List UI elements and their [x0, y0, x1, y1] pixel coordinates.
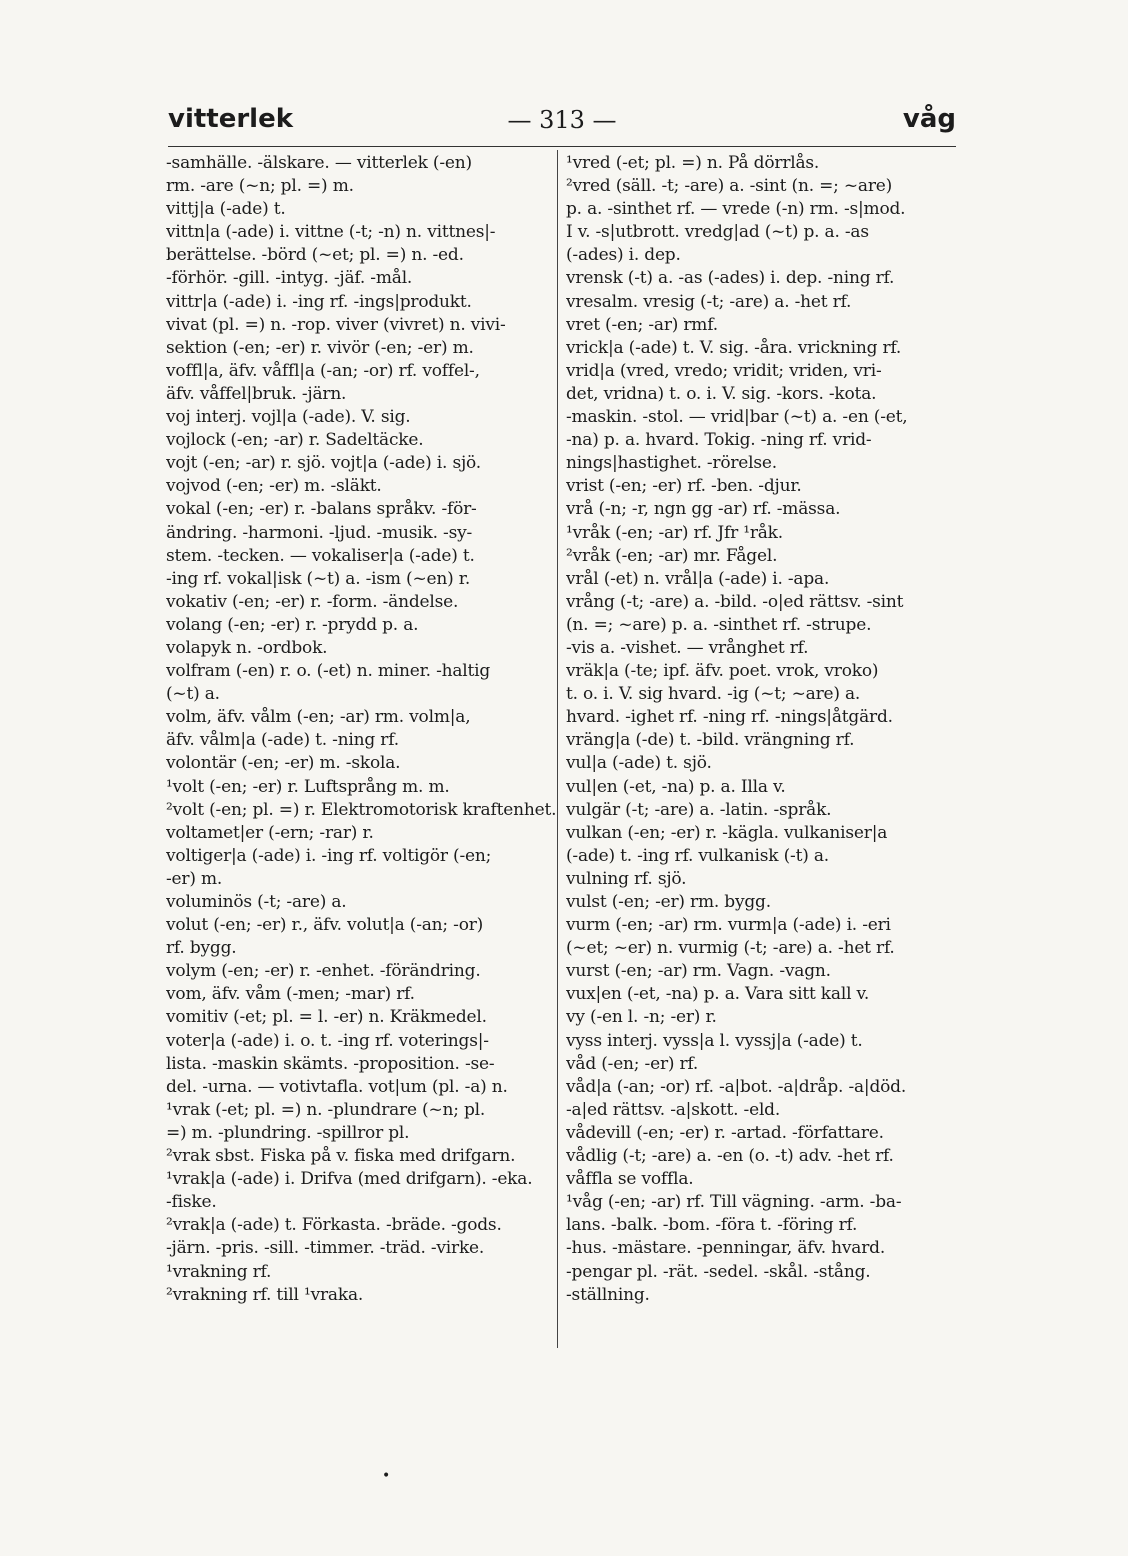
dictionary-line: volfram (-en) r. o. (-et) n. miner. -haltig: [166, 661, 491, 682]
dictionary-line: rm. -are (~n; pl. =) m.: [166, 176, 354, 197]
dictionary-line: vyss interj. vyss|a l. vyssj|a (-ade) t.: [566, 1030, 863, 1051]
dictionary-line: vulning rf. sjö.: [566, 868, 687, 889]
dictionary-line: -na) p. a. hvard. Tokig. -ning rf. vrid-: [566, 430, 872, 451]
dictionary-line: vrick|a (-ade) t. V. sig. -åra. vrickning rf.: [566, 337, 902, 358]
dictionary-line: vom, äfv. våm (-men; -mar) rf.: [166, 984, 415, 1005]
dictionary-line: ²vred (säll. -t; -are) a. -sint (n. =; ~are): [566, 176, 893, 197]
dictionary-line: ¹vrak|a (-ade) i. Drifva (med drifgarn). -eka.: [166, 1169, 533, 1190]
dictionary-line: volut (-en; -er) r., äfv. volut|a (-an; -or): [166, 915, 484, 936]
dictionary-line: -ing rf. vokal|isk (~t) a. -ism (~en) r.: [166, 568, 471, 589]
dictionary-line: vräng|a (-de) t. -bild. vrängning rf.: [566, 730, 855, 751]
dictionary-line: vräk|a (-te; ipf. äfv. poet. vrok, vroko): [566, 661, 879, 682]
dictionary-line: berättelse. -börd (~et; pl. =) n. -ed.: [166, 245, 464, 266]
dictionary-line: voffl|a, äfv. våffl|a (-an; -or) rf. voffel-,: [166, 360, 480, 381]
dictionary-line: vådevill (-en; -er) r. -artad. -författare.: [566, 1122, 884, 1143]
left-column: [166, 152, 556, 1307]
dictionary-line: voltamet|er (-ern; -rar) r.: [166, 822, 374, 843]
dictionary-line: volontär (-en; -er) m. -skola.: [166, 753, 401, 774]
dictionary-line: vul|a (-ade) t. sjö.: [566, 753, 712, 774]
dictionary-line: -a|ed rättsv. -a|skott. -eld.: [566, 1099, 781, 1120]
dictionary-line: -samhälle. -älskare. — vitterlek (-en): [166, 153, 472, 173]
dictionary-line: (~et; ~er) n. vurmig (-t; -are) a. -het rf.: [566, 938, 895, 959]
dictionary-line: vret (-en; -ar) rmf.: [566, 314, 718, 335]
dictionary-line: vrist (-en; -er) rf. -ben. -djur.: [566, 476, 802, 497]
dictionary-line: vrång (-t; -are) a. -bild. -o|ed rättsv. -sint: [566, 591, 904, 612]
dictionary-line: vojvod (-en; -er) m. -släkt.: [166, 476, 382, 497]
dictionary-line: ²vrakning rf. till ¹vraka.: [166, 1284, 364, 1305]
dictionary-line: ²volt (-en; pl. =) r. Elektromotorisk kraftenhet.: [166, 799, 556, 820]
dictionary-line: voter|a (-ade) i. o. t. -ing rf. voterings|-: [166, 1030, 489, 1051]
dictionary-line: -fiske.: [166, 1192, 217, 1213]
dictionary-line: ¹volt (-en; -er) r. Luftsprång m. m.: [166, 776, 450, 797]
dictionary-line: -pengar pl. -rät. -sedel. -skål. -stång.: [566, 1261, 871, 1282]
dictionary-line: -er) m.: [166, 868, 223, 889]
dictionary-line: vulkan (-en; -er) r. -kägla. vulkaniser|a: [566, 822, 888, 843]
dictionary-line: vittr|a (-ade) i. -ing rf. -ings|produkt.: [166, 291, 472, 312]
dictionary-line: (n. =; ~are) p. a. -sinthet rf. -strupe.: [566, 614, 872, 635]
dictionary-line: vomitiv (-et; pl. = l. -er) n. Kräkmedel.: [166, 1007, 487, 1028]
dictionary-line: -hus. -mästare. -penningar, äfv. hvard.: [566, 1238, 886, 1259]
dictionary-line: -förhör. -gill. -intyg. -jäf. -mål.: [166, 268, 413, 289]
dictionary-line: volm, äfv. vålm (-en; -ar) rm. volm|a,: [166, 707, 471, 728]
dictionary-line: vulst (-en; -er) rm. bygg.: [566, 892, 771, 912]
header-right-guideword: våg: [902, 104, 956, 134]
dictionary-line: -järn. -pris. -sill. -timmer. -träd. -virke.: [166, 1238, 485, 1259]
dictionary-line: ¹vråk (-en; -ar) rf. Jfr ¹råk.: [566, 522, 783, 543]
dictionary-line: ändring. -harmoni. -ljud. -musik. -sy-: [166, 522, 473, 543]
dictionary-line: vurm (-en; -ar) rm. vurm|a (-ade) i. -eri: [566, 915, 891, 936]
dictionary-line: det, vridna) t. o. i. V. sig. -kors. -kota.: [566, 383, 877, 404]
dictionary-line: lista. -maskin skämts. -proposition. -se-: [166, 1053, 495, 1074]
dictionary-line: vul|en (-et, -na) p. a. Illa v.: [566, 776, 786, 797]
dictionary-line: (-ade) t. -ing rf. vulkanisk (-t) a.: [566, 845, 829, 866]
dictionary-line: -maskin. -stol. — vrid|bar (~t) a. -en (-et,: [566, 407, 908, 428]
dictionary-line: vittn|a (-ade) i. vittne (-t; -n) n. vittnes|-: [166, 222, 496, 243]
dictionary-line: vurst (-en; -ar) rm. Vagn. -vagn.: [566, 961, 831, 982]
dictionary-line: t. o. i. V. sig hvard. -ig (~t; ~are) a.: [566, 684, 861, 705]
dictionary-line: vokativ (-en; -er) r. -form. -ändelse.: [166, 591, 459, 612]
dictionary-line: vux|en (-et, -na) p. a. Vara sitt kall v.: [566, 984, 870, 1005]
dictionary-line: volapyk n. -ordbok.: [166, 637, 328, 658]
dictionary-line: voluminös (-t; -are) a.: [166, 892, 347, 912]
dictionary-line: vådlig (-t; -are) a. -en (o. -t) adv. -het rf.: [566, 1146, 894, 1167]
dictionary-line: vrål (-et) n. vrål|a (-ade) i. -apa.: [566, 568, 830, 589]
dictionary-line: voltiger|a (-ade) i. -ing rf. voltigör (-en;: [166, 845, 492, 866]
dictionary-line: volym (-en; -er) r. -enhet. -förändring.: [166, 961, 481, 982]
header-left-guideword: vitterlek: [168, 104, 294, 134]
header-rule: [168, 146, 956, 147]
dictionary-line: -ställning.: [566, 1284, 650, 1305]
dictionary-line: p. a. -sinthet rf. — vrede (-n) rm. -s|mod.: [566, 199, 906, 220]
dictionary-line: ¹vrakning rf.: [166, 1261, 272, 1282]
dictionary-line: ²vråk (-en; -ar) mr. Fågel.: [566, 545, 778, 566]
dictionary-line: äfv. vålm|a (-ade) t. -ning rf.: [166, 730, 399, 751]
dictionary-line: våd|a (-an; -or) rf. -a|bot. -a|dråp. -a|död.: [566, 1076, 907, 1097]
page-number: — 313 —: [507, 106, 617, 134]
dictionary-line: äfv. våffel|bruk. -järn.: [166, 383, 347, 404]
dictionary-line: nings|hastighet. -rörelse.: [566, 453, 777, 474]
footer-mark: •: [382, 1468, 391, 1484]
page-header: [168, 104, 956, 144]
dictionary-line: vivat (pl. =) n. -rop. viver (vivret) n. vivi-: [166, 314, 506, 335]
dictionary-line: våffla se voffla.: [566, 1169, 694, 1190]
dictionary-line: våd (-en; -er) rf.: [566, 1053, 699, 1074]
column-divider: [557, 150, 558, 1348]
dictionary-line: vrå (-n; -r, ngn gg -ar) rf. -mässa.: [566, 499, 841, 520]
dictionary-line: ¹våg (-en; -ar) rf. Till vägning. -arm. -ba-: [566, 1192, 902, 1213]
dictionary-line: (~t) a.: [166, 684, 220, 705]
dictionary-line: vy (-en l. -n; -er) r.: [566, 1007, 717, 1028]
dictionary-line: I v. -s|utbrott. vredg|ad (~t) p. a. -as: [566, 222, 869, 243]
dictionary-line: del. -urna. — votivtafla. vot|um (pl. -a) n.: [166, 1076, 508, 1097]
dictionary-line: voj interj. vojl|a (-ade). V. sig.: [166, 407, 411, 428]
dictionary-line: (-ades) i. dep.: [566, 245, 681, 266]
dictionary-line: ¹vrak (-et; pl. =) n. -plundrare (~n; pl.: [166, 1099, 486, 1120]
dictionary-line: =) m. -plundring. -spillror pl.: [166, 1122, 410, 1143]
dictionary-line: stem. -tecken. — vokaliser|a (-ade) t.: [166, 545, 475, 566]
dictionary-line: vrid|a (vred, vredo; vridit; vriden, vri-: [566, 360, 882, 381]
dictionary-line: hvard. -ighet rf. -ning rf. -nings|åtgärd.: [566, 707, 893, 728]
dictionary-line: vresalm. vresig (-t; -are) a. -het rf.: [566, 291, 852, 312]
dictionary-line: ²vrak|a (-ade) t. Förkasta. -bräde. -gods.: [166, 1215, 502, 1236]
dictionary-line: vojlock (-en; -ar) r. Sadeltäcke.: [166, 430, 424, 451]
dictionary-line: vokal (-en; -er) r. -balans språkv. -för-: [166, 499, 477, 520]
dictionary-line: lans. -balk. -bom. -föra t. -föring rf.: [566, 1215, 858, 1236]
dictionary-line: vojt (-en; -ar) r. sjö. vojt|a (-ade) i. sjö.: [166, 453, 481, 474]
dictionary-line: ²vrak sbst. Fiska på v. fiska med drifgarn.: [166, 1146, 516, 1167]
dictionary-line: rf. bygg.: [166, 938, 237, 959]
dictionary-line: -vis a. -vishet. — vrånghet rf.: [566, 637, 809, 658]
dictionary-line: vittj|a (-ade) t.: [166, 199, 286, 220]
right-column: [566, 152, 956, 1307]
dictionary-line: ¹vred (-et; pl. =) n. På dörrlås.: [566, 153, 820, 173]
dictionary-line: vrensk (-t) a. -as (-ades) i. dep. -ning rf.: [566, 268, 895, 289]
dictionary-line: vulgär (-t; -are) a. -latin. -språk.: [566, 799, 832, 820]
dictionary-line: volang (-en; -er) r. -prydd p. a.: [166, 614, 419, 635]
dictionary-line: sektion (-en; -er) r. vivör (-en; -er) m.: [166, 337, 474, 358]
